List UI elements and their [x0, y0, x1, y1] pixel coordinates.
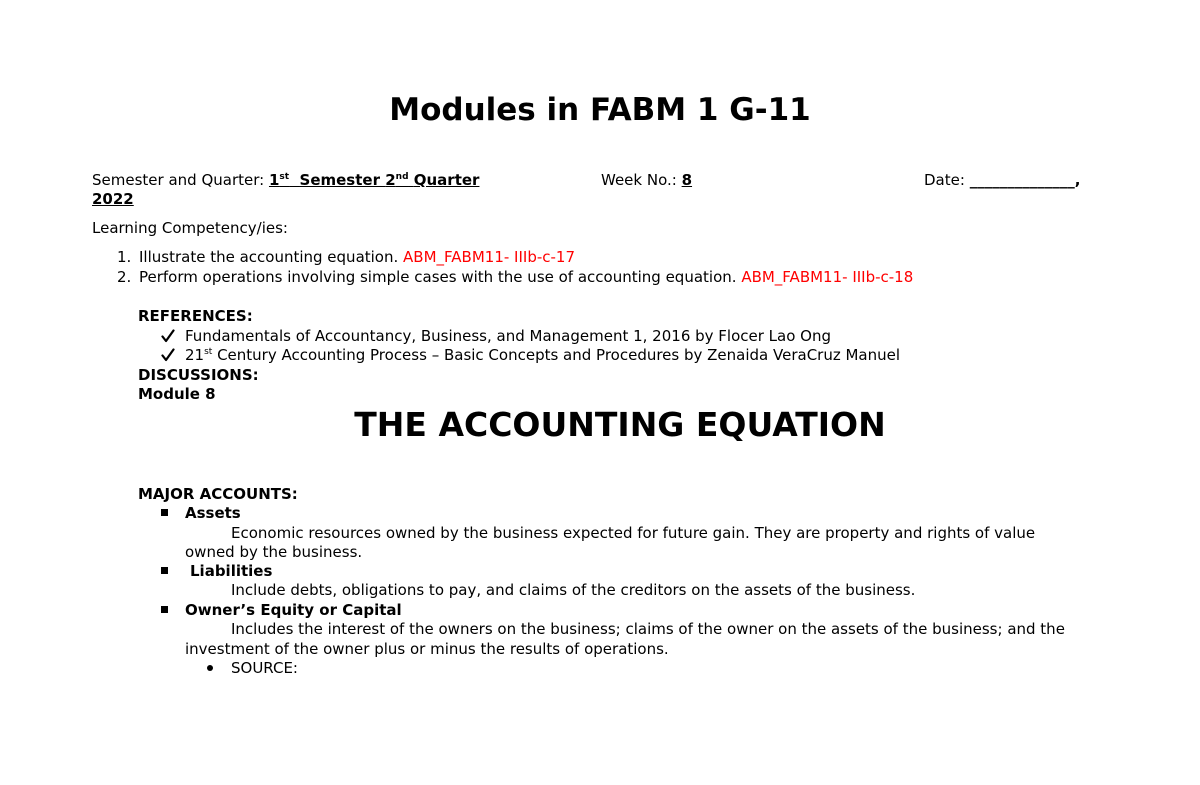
major-accounts-label: MAJOR ACCOUNTS:	[138, 485, 298, 503]
discussions-label: DISCUSSIONS:	[138, 366, 259, 384]
competency-code: ABM_FABM11- IIIb-c-18	[741, 268, 914, 286]
competency-item-text: Perform operations involving simple cases with the use of accounting equation. ABM_FABM11- IIIb-c-18	[139, 268, 914, 286]
square-bullet-icon	[161, 509, 168, 516]
source-label: SOURCE:	[231, 659, 298, 677]
date-blank: ______________,	[969, 171, 1081, 189]
reference-item: 21st Century Accounting Process – Basic Concepts and Procedures by Zenaida VeraCruz Manuel	[185, 346, 901, 364]
semester-quarter	[92, 171, 479, 190]
semester-label: Semester and Quarter:	[92, 171, 265, 189]
section-heading: THE ACCOUNTING EQUATION	[354, 405, 886, 444]
round-bullet-icon	[207, 665, 213, 671]
document-title: Modules in FABM 1 G-11	[389, 92, 811, 128]
account-description: owned by the business.	[185, 543, 363, 561]
reference-item: Fundamentals of Accountancy, Business, and Management 1, 2016 by Flocer Lao Ong	[185, 327, 832, 345]
week-label: Week No.:	[601, 171, 677, 189]
competency-code: ABM_FABM11- IIIb-c-17	[403, 248, 576, 266]
references-label: REFERENCES:	[138, 307, 253, 325]
account-name: Liabilities	[190, 562, 273, 580]
year-value: 2022	[92, 190, 134, 208]
account-description: Includes the interest of the owners on the business; claims of the owner on the assets of the business; and the	[231, 620, 1065, 638]
competency-label: Learning Competency/ies:	[92, 219, 288, 237]
week-number	[601, 171, 692, 190]
semester-value: 1st Semester 2nd Quarter	[268, 171, 480, 189]
account-name: Assets	[185, 504, 241, 522]
date-field	[924, 171, 1080, 190]
account-description: Economic resources owned by the business expected for future gain. They are property and rights of value	[231, 524, 1036, 542]
checkmark-icon	[161, 329, 175, 343]
competency-item-text: Illustrate the accounting equation. ABM_FABM11- IIIb-c-17	[139, 248, 576, 266]
account-description: investment of the owner plus or minus the results of operations.	[185, 640, 669, 658]
account-description: Include debts, obligations to pay, and claims of the creditors on the assets of the business.	[231, 581, 916, 599]
list-number: 2.	[117, 268, 132, 286]
list-number: 1.	[117, 248, 132, 266]
checkmark-icon	[161, 348, 175, 362]
module-label: Module 8	[138, 385, 216, 403]
competency-item	[117, 248, 131, 267]
square-bullet-icon	[161, 606, 168, 613]
competency-item	[117, 268, 131, 287]
date-label: Date:	[924, 171, 965, 189]
square-bullet-icon	[161, 567, 168, 574]
account-name: Owner’s Equity or Capital	[185, 601, 402, 619]
week-value: 8	[681, 171, 693, 189]
